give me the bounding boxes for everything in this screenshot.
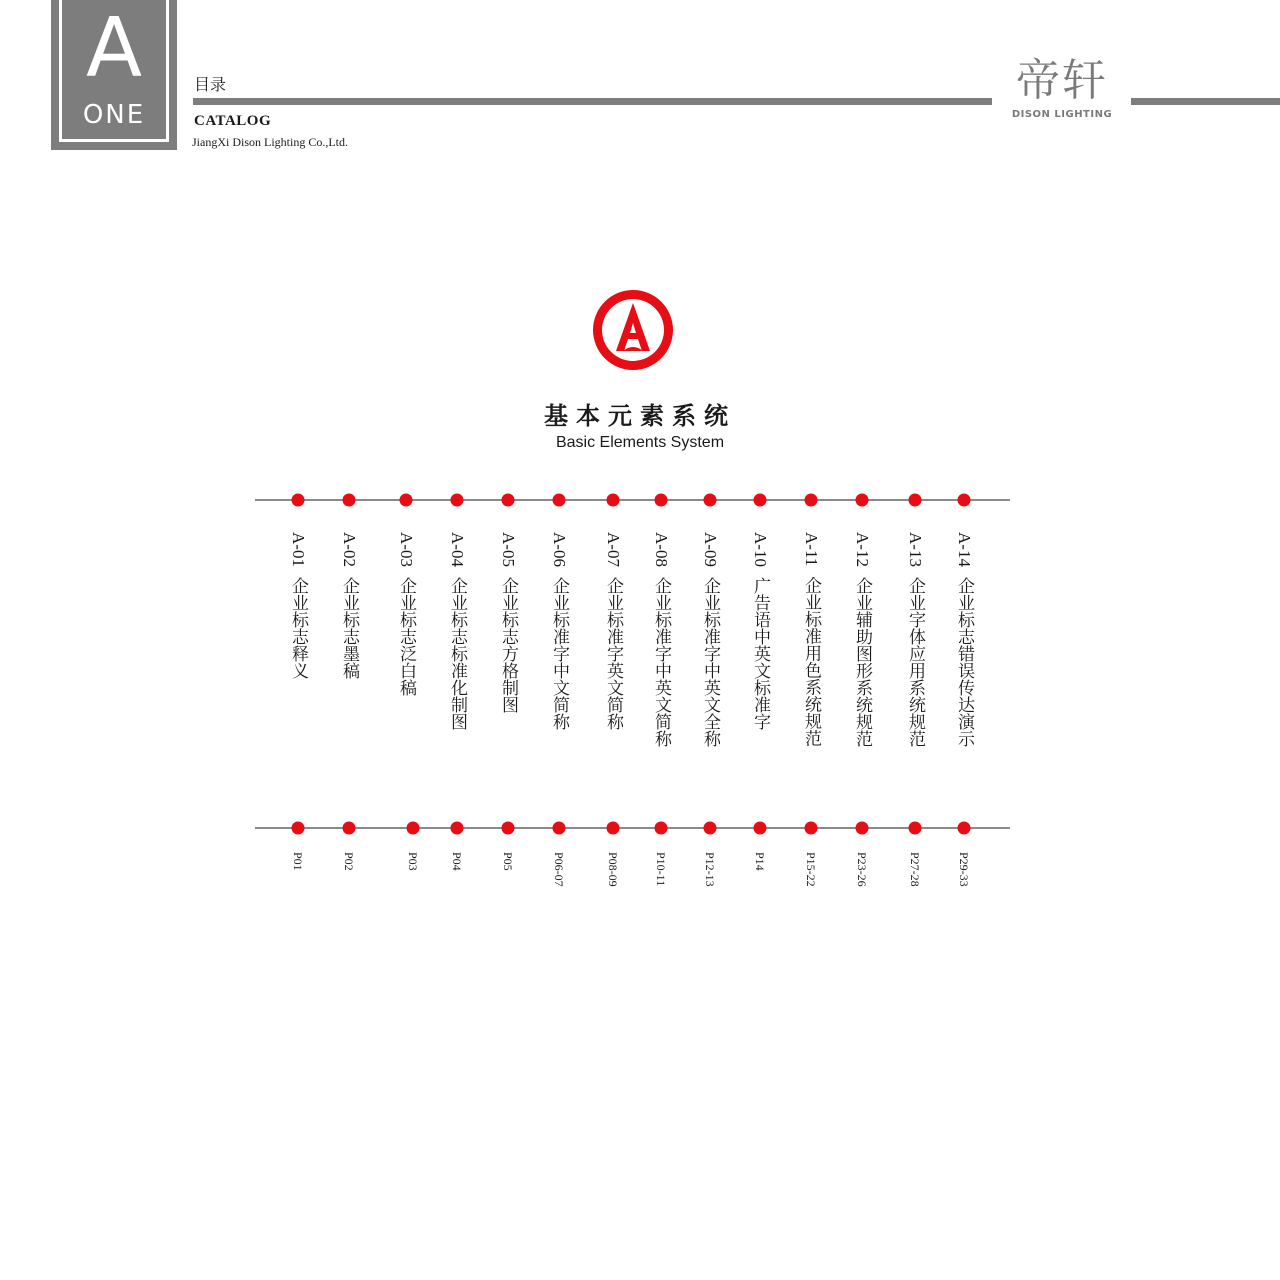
catalog-item-pages: P05 (501, 852, 515, 871)
header-divider-right (1131, 98, 1280, 105)
catalog-item (906, 532, 924, 747)
catalog-item (340, 532, 358, 679)
timeline-dot-top (553, 494, 566, 507)
catalog-item (652, 532, 670, 747)
timeline-dot-bottom (607, 822, 620, 835)
timeline-dot-bottom (553, 822, 566, 835)
catalog-item-pages: P12-13 (703, 852, 717, 887)
timeline-dot-top (343, 494, 356, 507)
timeline-dot-bottom (958, 822, 971, 835)
catalog-item-code: A-05 (499, 532, 518, 567)
section-title-cn: 基本元素系统 (544, 401, 736, 430)
catalog-item-code: A-02 (340, 532, 359, 567)
company-name: JiangXi Dison Lighting Co.,Ltd. (192, 135, 348, 149)
catalog-item (289, 532, 307, 679)
catalog-item-pages: P29-33 (957, 852, 971, 887)
section-badge (51, 0, 177, 150)
catalog-item-name: 企业标志泛白稿 (396, 576, 416, 696)
catalog-item (701, 532, 719, 747)
catalog-item-code: A-07 (604, 532, 623, 567)
header-title-en: CATALOG (194, 113, 272, 129)
catalog-item-pages: P06-07 (552, 852, 566, 887)
timeline-dot-top (754, 494, 767, 507)
catalog-item-code: A-09 (701, 532, 720, 567)
catalog-item-pages: P27-28 (908, 852, 922, 887)
catalog-item-code: A-13 (906, 532, 925, 567)
catalog-item-pages: P03 (406, 852, 420, 871)
catalog-item-name: 企业标准字中英文简称 (651, 576, 671, 747)
catalog-item-code: A-04 (448, 532, 467, 567)
catalog-item-name: 企业标志方格制图 (498, 576, 518, 713)
catalog-item-name: 企业标准用色系统规范 (801, 576, 821, 747)
timeline-dot-bottom (451, 822, 464, 835)
catalog-item (802, 532, 820, 746)
catalog-item (955, 532, 973, 747)
catalog-item-code: A-11 (802, 532, 821, 567)
timeline-dot-bottom (292, 822, 305, 835)
catalog-item-code: A-12 (853, 532, 872, 567)
catalog-item-name: 企业标志错误传达演示 (954, 576, 974, 747)
catalog-item-pages: P02 (342, 852, 356, 871)
catalog-item (499, 532, 517, 713)
catalog-item-name: 企业标准字中英文全称 (700, 576, 720, 747)
timeline-rail-top (255, 499, 1010, 501)
timeline-dot-top (502, 494, 515, 507)
catalog-item-code: A-01 (289, 532, 308, 567)
catalog-item-code: A-03 (397, 532, 416, 567)
catalog-item-pages: P10-11 (654, 852, 668, 887)
catalog-item-name: 企业辅助图形系统规范 (852, 576, 872, 747)
timeline-dot-top (400, 494, 413, 507)
header-divider-left (193, 98, 992, 105)
timeline-dot-top (805, 494, 818, 507)
timeline-dot-top (856, 494, 869, 507)
timeline-dot-bottom (704, 822, 717, 835)
catalog-item (751, 532, 769, 730)
brand-logo-cn: 帝轩 (1016, 55, 1108, 106)
timeline-dot-bottom (502, 822, 515, 835)
catalog-item-pages: P01 (291, 852, 305, 871)
catalog-item-code: A-06 (550, 532, 569, 567)
catalog-item-name: 广告语中英文标准字 (750, 576, 770, 730)
catalog-item-pages: P08-09 (606, 852, 620, 887)
catalog-item (448, 532, 466, 730)
catalog-item-pages: P14 (753, 852, 767, 871)
timeline-dot-bottom (343, 822, 356, 835)
timeline-dot-top (607, 494, 620, 507)
timeline-dot-top (704, 494, 717, 507)
brand-logo-en: DISON LIGHTING (1011, 109, 1113, 120)
catalog-item-name: 企业标志释义 (288, 576, 308, 679)
badge-letter: A (85, 1, 143, 96)
timeline-dot-top (909, 494, 922, 507)
timeline-dot-top (958, 494, 971, 507)
catalog-item-pages: P15-22 (804, 852, 818, 887)
timeline-dot-top (655, 494, 668, 507)
catalog-item-pages: P23-26 (855, 852, 869, 887)
catalog-item-name: 企业标准字英文简称 (603, 576, 623, 730)
timeline-dot-bottom (805, 822, 818, 835)
catalog-item-name: 企业标志标准化制图 (447, 576, 467, 730)
catalog-item-name: 企业标准字中文简称 (549, 576, 569, 730)
catalog-item (604, 532, 622, 730)
catalog-item-pages: P04 (450, 852, 464, 871)
catalog-item (853, 532, 871, 747)
timeline-dot-bottom (655, 822, 668, 835)
catalog-item-code: A-10 (751, 532, 770, 567)
catalog-item (550, 532, 568, 730)
timeline-dot-bottom (856, 822, 869, 835)
catalog-item-code: A-08 (652, 532, 671, 567)
catalog-item (397, 532, 415, 696)
timeline-rail-bottom (255, 827, 1010, 829)
timeline-dot-top (292, 494, 305, 507)
header-title-cn: 目录 (194, 75, 227, 94)
timeline-dot-bottom (407, 822, 420, 835)
seal-logo-icon (592, 289, 674, 371)
timeline-dot-bottom (909, 822, 922, 835)
catalog-item-code: A-14 (955, 532, 974, 567)
catalog-item-name: 企业字体应用系统规范 (905, 576, 925, 747)
timeline-dot-top (451, 494, 464, 507)
timeline-dot-bottom (754, 822, 767, 835)
section-title-en: Basic Elements System (555, 434, 725, 451)
badge-word: ONE (82, 100, 146, 130)
catalog-item-name: 企业标志墨稿 (339, 576, 359, 679)
